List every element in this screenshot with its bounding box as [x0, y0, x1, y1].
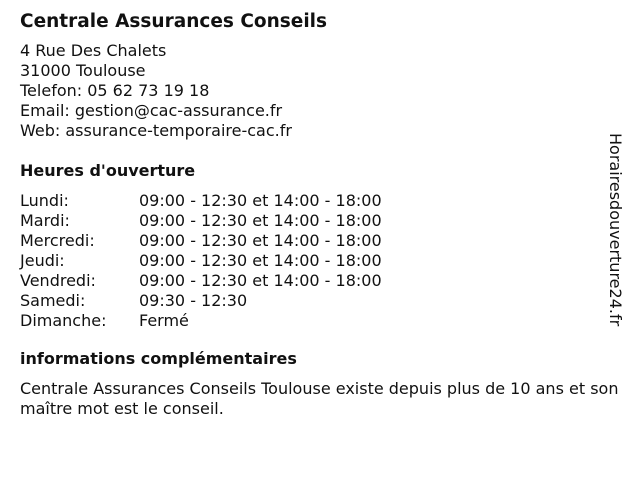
web-line: Web: assurance-temporaire-cac.fr	[20, 121, 292, 140]
hours-row-thursday	[20, 251, 620, 271]
hours-row-monday	[20, 191, 620, 211]
time-value: Fermé	[139, 311, 189, 330]
business-name: Centrale Assurances Conseils	[20, 11, 328, 32]
time-value: 09:00 - 12:30 et 14:00 - 18:00	[139, 191, 382, 210]
day-label: Dimanche:	[20, 311, 107, 330]
site-watermark: Horairesdouverture24.fr	[606, 133, 625, 327]
day-label: Lundi:	[20, 191, 69, 210]
business-card	[20, 10, 620, 419]
day-label: Vendredi:	[20, 271, 96, 290]
day-label: Mardi:	[20, 211, 70, 230]
hours-row-friday	[20, 271, 620, 291]
day-label: Jeudi:	[20, 251, 65, 270]
info-heading: informations complémentaires	[20, 349, 297, 368]
time-value: 09:00 - 12:30 et 14:00 - 18:00	[139, 251, 382, 270]
time-value: 09:30 - 12:30	[139, 291, 248, 310]
time-value: 09:00 - 12:30 et 14:00 - 18:00	[139, 231, 382, 250]
address-line-2: 31000 Toulouse	[20, 61, 146, 80]
hours-row-sunday	[20, 311, 620, 331]
day-label: Samedi:	[20, 291, 86, 310]
phone-line: Telefon: 05 62 73 19 18	[20, 81, 210, 100]
email-line: Email: gestion@cac-assurance.fr	[20, 101, 283, 120]
address-line-1: 4 Rue Des Chalets	[20, 41, 167, 60]
info-text: Centrale Assurances Conseils Toulouse existe depuis plus de 10 ans et son maître mot est le conseil.	[20, 379, 619, 418]
time-value: 09:00 - 12:30 et 14:00 - 18:00	[139, 211, 382, 230]
day-label: Mercredi:	[20, 231, 95, 250]
hours-row-wednesday	[20, 231, 620, 251]
hours-row-saturday	[20, 291, 620, 311]
hours-row-tuesday	[20, 211, 620, 231]
hours-table	[20, 191, 620, 331]
time-value: 09:00 - 12:30 et 14:00 - 18:00	[139, 271, 382, 290]
hours-heading: Heures d'ouverture	[20, 161, 196, 180]
